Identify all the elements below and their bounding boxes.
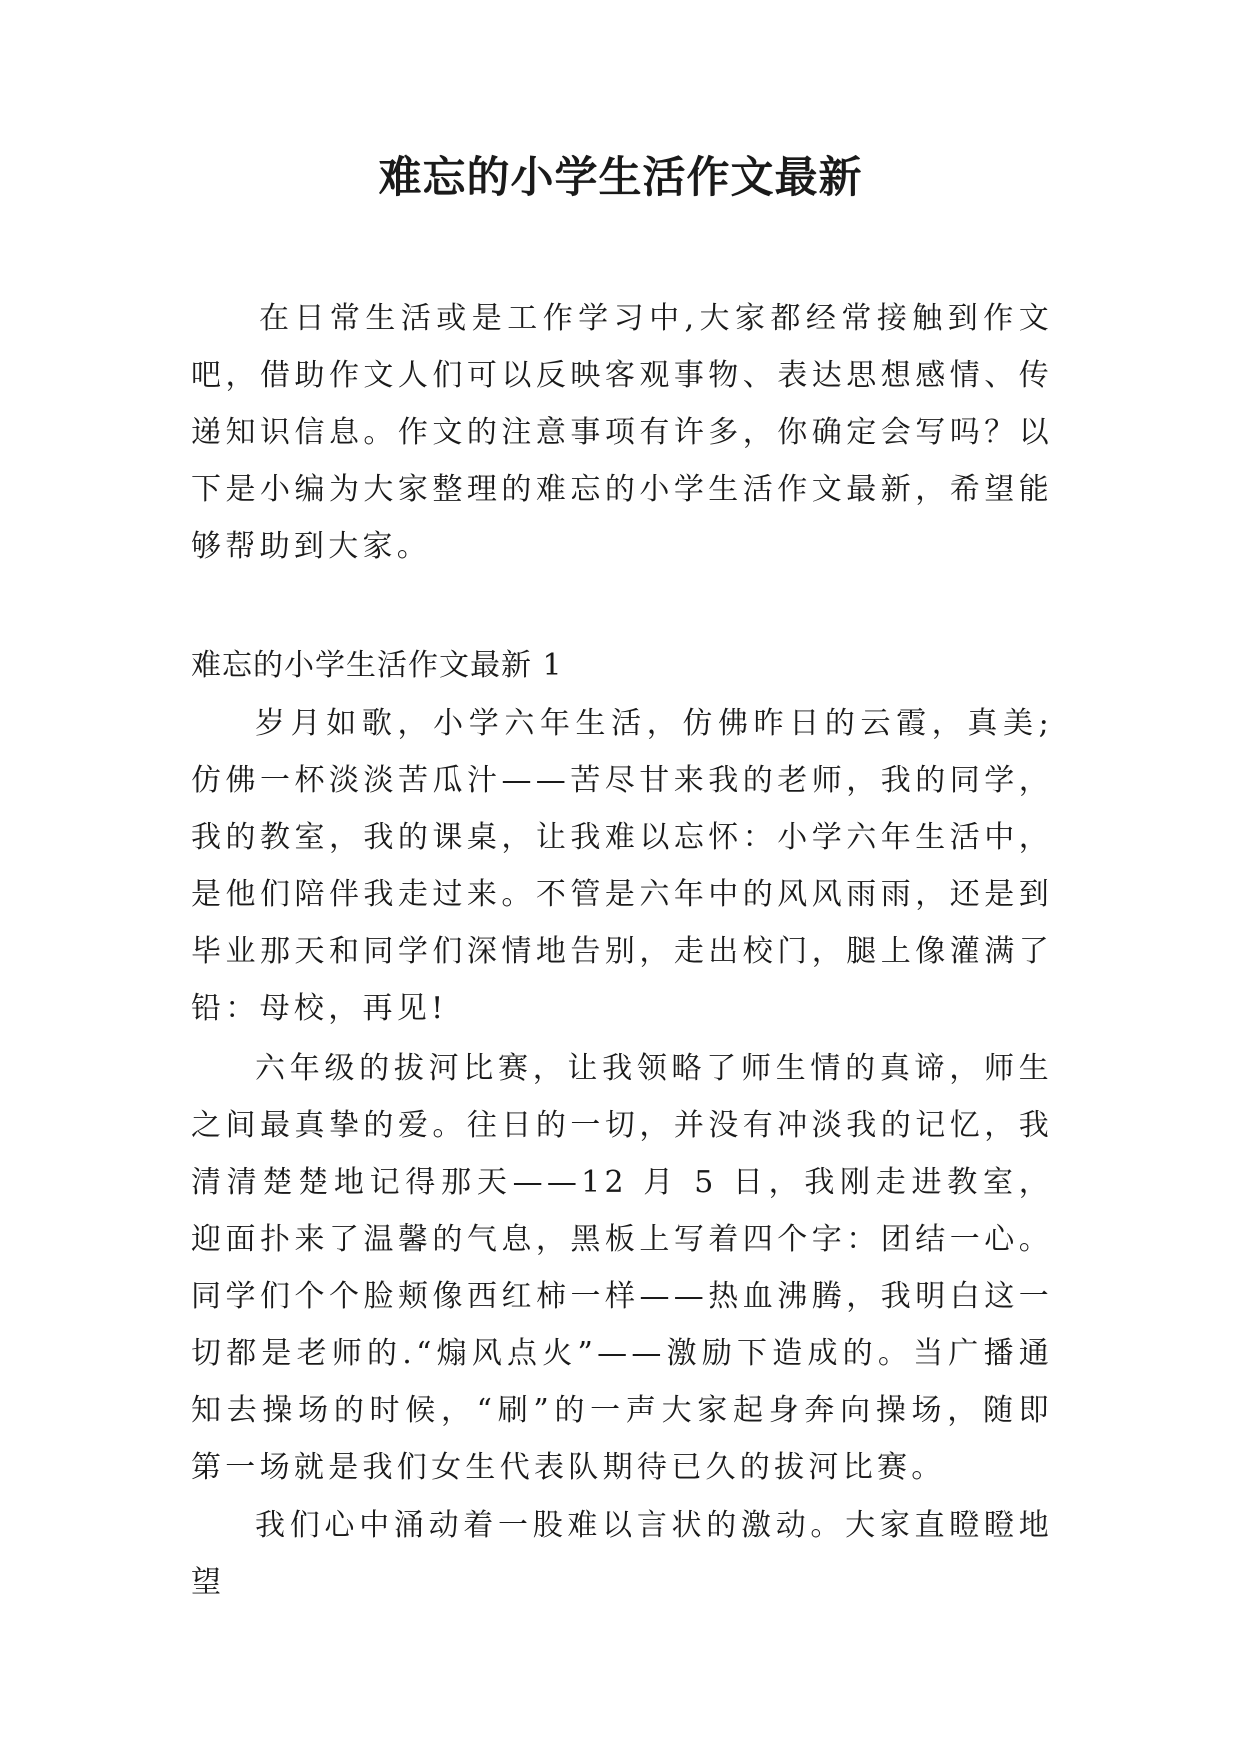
essay-paragraph: 我们心中涌动着一股难以言状的激动。大家直瞪瞪地望 bbox=[191, 1508, 1053, 1600]
section-heading: 难忘的小学生活作文最新 1 bbox=[191, 648, 563, 683]
intro-paragraph: 在日常生活或是工作学习中,大家都经常接触到作文吧，借助作文人们可以反映客观事物、表达思想感情、传递知识信息。作文的注意事项有许多，你确定会写吗？以下是小编为大家整理的难忘的小学生活作文最新，希望能够帮助到大家。 bbox=[191, 301, 1053, 564]
document-title: 难忘的小学生活作文最新 bbox=[378, 153, 863, 203]
essay-paragraph: 六年级的拔河比赛，让我领略了师生情的真谛，师生之间最真挚的爱。往日的一切，并没有冲淡我的记忆，我清清楚楚地记得那天——12 月 5 日，我刚走进教室，迎面扑来了温馨的气息，黑板上写着四个字：团结一心。同学们个个脸颊像西红柿一样——热血沸腾，我明白这一切都是老师的.“煽风点火”——激励下造成的。当广播通知去操场的时候，“刷”的一声大家起身奔向操场，随即第一场就是我们女生代表队期待已久的拔河比赛。 bbox=[191, 1051, 1053, 1485]
essay-paragraph: 岁月如歌，小学六年生活，仿佛昨日的云霞，真美;仿佛一杯淡淡苦瓜汁——苦尽甘来我的老师，我的同学，我的教室，我的课桌，让我难以忘怀：小学六年生活中，是他们陪伴我走过来。不管是六年中的风风雨雨，还是到毕业那天和同学们深情地告别，走出校门，腿上像灌满了铅：母校，再见! bbox=[191, 706, 1053, 1026]
